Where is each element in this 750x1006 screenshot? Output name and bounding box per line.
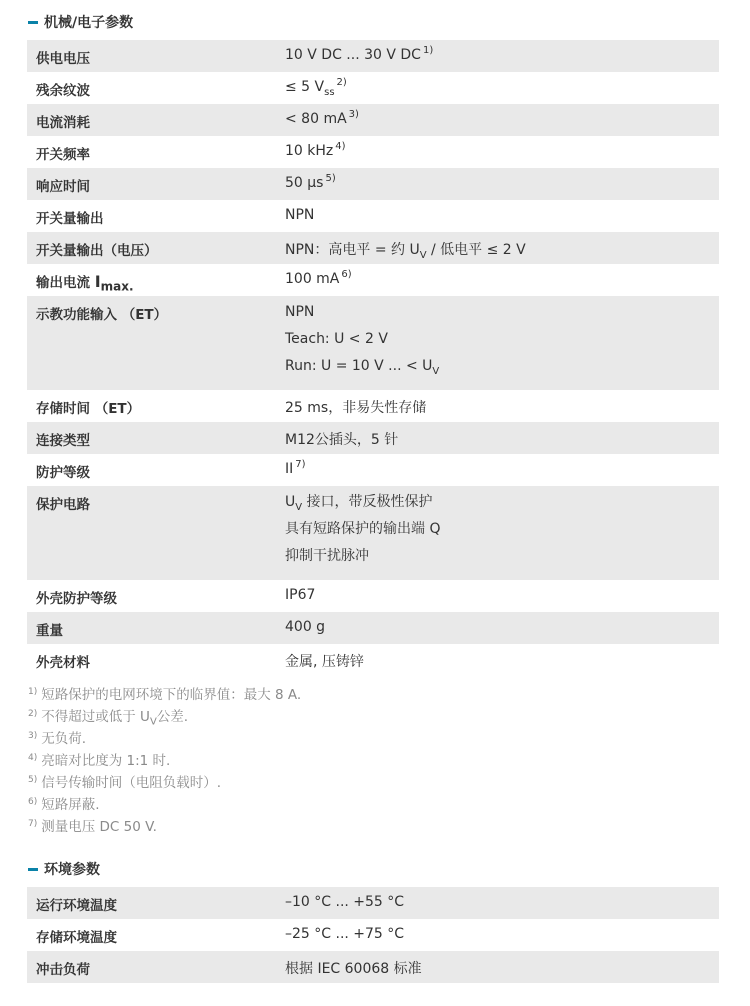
row-label: 示教功能输入 （ET） [36, 307, 168, 323]
row-label: 存储环境温度 [36, 930, 117, 946]
table-row [27, 887, 719, 919]
table-row [27, 422, 719, 454]
row-label: 连接类型 [36, 433, 90, 449]
row-value: II $^{7)}$ [285, 459, 306, 477]
row-value: NPN Teach: U < 2 V Run: U = 10 V ... < $U_V$ [285, 304, 440, 377]
row-value: 10 V DC ... 30 V DC $^{1)}$ [285, 45, 434, 63]
table-row [27, 644, 719, 676]
section-title: 环境参数 [44, 862, 100, 878]
section-dash-icon [28, 21, 38, 24]
row-value: IP67 [285, 587, 316, 603]
table-row [27, 264, 719, 296]
row-value: NPN：高电平 = 约 $U_V$ / 低电平 ≤ 2 V [285, 242, 526, 261]
row-label: 存储时间 （ET） [36, 401, 141, 417]
footnote-item: $^{7)}$ 测量电压 DC 50 V. [28, 818, 157, 835]
footnote-item: $^{5)}$ 信号传输时间（电阻负载时）. [28, 774, 222, 791]
row-value: 根据 IEC 60068 标准 [285, 961, 422, 977]
row-label: 开关量输出（电压） [36, 243, 158, 259]
footnotes [28, 684, 301, 838]
table-row [27, 486, 719, 580]
row-label: 防护等级 [36, 465, 90, 481]
table-row [27, 612, 719, 644]
row-label: 残余纹波 [36, 83, 90, 99]
table-row [27, 40, 719, 72]
row-value: –25 °C ... +75 °C [285, 926, 405, 942]
row-value: –10 °C ... +55 °C [285, 894, 405, 910]
row-value: ≤ 5 $V_{ss}^{2)}$ [285, 77, 347, 98]
row-value: NPN [285, 207, 315, 223]
row-label: 开关量输出 [36, 211, 104, 227]
table-row [27, 390, 719, 422]
table-row [27, 136, 719, 168]
table-row [27, 951, 719, 983]
footnote-item: $^{6)}$ 短路屏蔽. [28, 796, 100, 813]
row-label: 重量 [36, 623, 63, 639]
table-row [27, 296, 719, 390]
row-value: 400 g [285, 619, 326, 635]
row-value: < 80 mA $^{3)}$ [285, 109, 359, 127]
table-row [27, 454, 719, 486]
footnote-item: $^{3)}$ 无负荷. [28, 730, 87, 747]
row-label: 输出电流 $I_{max.}$ [36, 272, 134, 294]
section-heading-mechanical [28, 12, 133, 32]
row-value: M12公插头，5 针 [285, 432, 399, 448]
spec-table-mechanical [27, 40, 719, 676]
row-label: 电流消耗 [36, 115, 90, 131]
row-value: 金属, 压铸锌 [285, 654, 364, 670]
spec-table-environment [27, 887, 719, 983]
row-label: 外壳材料 [36, 655, 90, 671]
row-value: 25 ms，非易失性存储 [285, 400, 427, 416]
table-row [27, 232, 719, 264]
row-value: 50 µs $^{5)}$ [285, 173, 336, 191]
table-row [27, 580, 719, 612]
footnote-item: $^{1)}$ 短路保护的电网环境下的临界值：最大 8 A. [28, 686, 302, 703]
row-label: 外壳防护等级 [36, 591, 117, 607]
footnote-item: $^{4)}$ 亮暗对比度为 1:1 时. [28, 752, 171, 769]
section-title: 机械/电子参数 [44, 15, 134, 31]
row-value: 10 kHz $^{4)}$ [285, 141, 346, 159]
footnote-item: $^{2)}$ 不得超过或低于 $U_V$公差. [28, 708, 189, 728]
row-label: 运行环境温度 [36, 898, 117, 914]
section-heading-environment [28, 859, 100, 879]
row-label: 保护电路 [36, 497, 90, 513]
row-label: 开关频率 [36, 147, 90, 163]
row-label: 冲击负荷 [36, 962, 90, 978]
table-row [27, 919, 719, 951]
section-dash-icon [28, 868, 38, 871]
table-row [27, 168, 719, 200]
table-row [27, 200, 719, 232]
table-row [27, 72, 719, 104]
row-label: 响应时间 [36, 179, 90, 195]
row-label: 供电电压 [36, 51, 90, 67]
table-row [27, 104, 719, 136]
row-value: $U_V$ 接口，带反极性保护 具有短路保护的输出端 Q 抑制干扰脉冲 [285, 494, 441, 564]
row-value: 100 mA $^{6)}$ [285, 269, 352, 287]
